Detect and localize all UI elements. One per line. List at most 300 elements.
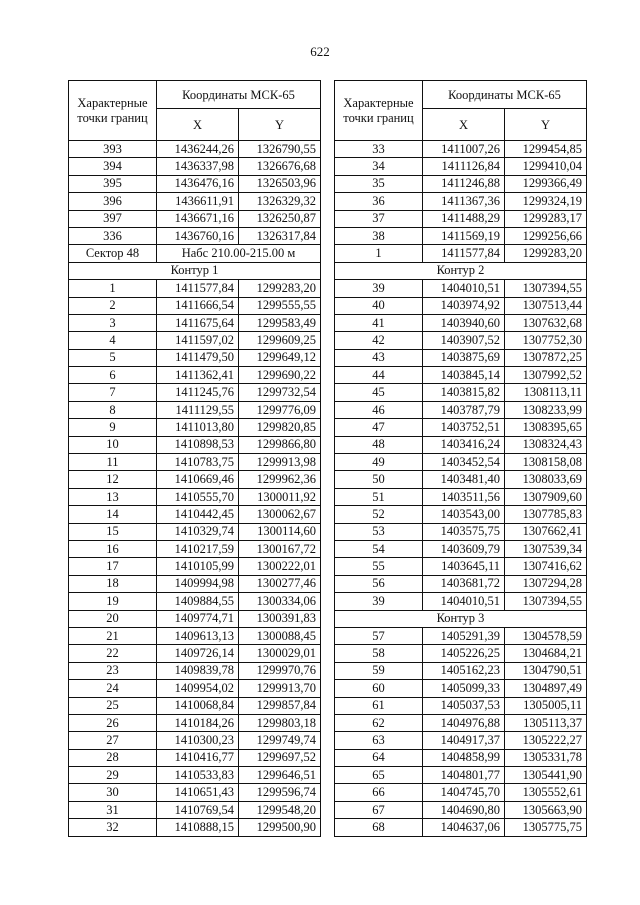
y-cell: 1305775,75 [505,819,587,836]
y-cell: 1308395,65 [505,419,587,436]
x-cell: 1411488,29 [423,210,505,227]
x-cell: 1410783,75 [157,454,239,471]
x-cell: 1411577,84 [157,280,239,297]
point-cell: 43 [335,349,423,366]
table-row [335,558,587,575]
x-cell: 1411675,64 [157,314,239,331]
point-cell: 27 [69,732,157,749]
x-cell: 1404976,88 [423,714,505,731]
table-row [335,714,587,731]
table-row [335,593,587,610]
x-cell: 1403452,54 [423,454,505,471]
point-cell: 56 [335,575,423,592]
point-cell: 67 [335,801,423,818]
point-cell: 13 [69,488,157,505]
y-cell: 1308324,43 [505,436,587,453]
table-row [335,697,587,714]
point-cell: 23 [69,662,157,679]
x-cell: 1411666,54 [157,297,239,314]
point-cell: 2 [69,297,157,314]
point-cell: 394 [69,158,157,175]
x-cell: 1403845,14 [423,367,505,384]
y-cell: 1299820,85 [239,419,321,436]
x-cell: 1409774,71 [157,610,239,627]
x-cell: 1404010,51 [423,593,505,610]
y-cell: 1307909,60 [505,488,587,505]
y-cell: 1299776,09 [239,401,321,418]
y-cell: 1300167,72 [239,540,321,557]
x-cell: 1405291,39 [423,627,505,644]
point-cell: 41 [335,314,423,331]
y-cell: 1304897,49 [505,680,587,697]
y-cell: 1307752,30 [505,332,587,349]
x-cell: 1403543,00 [423,506,505,523]
y-cell: 1307394,55 [505,280,587,297]
y-cell: 1305441,90 [505,767,587,784]
table-row [69,558,321,575]
x-cell: 1409726,14 [157,645,239,662]
point-cell: 34 [335,158,423,175]
x-cell: 1411246,88 [423,175,505,192]
y-cell: 1299732,54 [239,384,321,401]
point-cell: 14 [69,506,157,523]
table-row [335,645,587,662]
table-row [335,506,587,523]
table-row [69,401,321,418]
x-cell: 1411367,36 [423,193,505,210]
y-cell: 1307785,83 [505,506,587,523]
table-row [335,436,587,453]
x-cell: 1403645,11 [423,558,505,575]
y-cell: 1299690,22 [239,367,321,384]
x-cell: 1410651,43 [157,784,239,801]
point-cell: 35 [335,175,423,192]
page-number: 622 [310,44,330,59]
table-row [69,610,321,627]
x-cell: 1403815,82 [423,384,505,401]
table-row [335,819,587,836]
table-row [335,662,587,679]
point-cell: 58 [335,645,423,662]
x-cell: 1404858,99 [423,749,505,766]
table-row [69,784,321,801]
y-cell: 1304790,51 [505,662,587,679]
point-cell: 39 [335,593,423,610]
y-cell: 1308033,69 [505,471,587,488]
y-cell: 1305331,78 [505,749,587,766]
table-row [69,210,321,227]
table-row [335,210,587,227]
x-cell: 1403511,56 [423,488,505,505]
table-row [69,714,321,731]
y-cell: 1305113,37 [505,714,587,731]
point-cell: 45 [335,384,423,401]
x-cell: 1404690,80 [423,801,505,818]
x-cell: 1410105,99 [157,558,239,575]
y-cell: 1299609,25 [239,332,321,349]
table-row [69,627,321,644]
y-cell: 1299970,76 [239,662,321,679]
table-row [335,540,587,557]
y-cell: 1299454,85 [505,141,587,158]
y-cell: 1299366,49 [505,175,587,192]
point-cell: 5 [69,349,157,366]
section-row [69,262,321,279]
point-cell: 15 [69,523,157,540]
y-cell: 1299596,74 [239,784,321,801]
y-cell: 1299555,55 [239,297,321,314]
y-cell: 1299803,18 [239,714,321,731]
table-row [69,593,321,610]
point-cell: 336 [69,227,157,244]
point-cell: 50 [335,471,423,488]
point-cell: 36 [335,193,423,210]
y-cell: 1300334,06 [239,593,321,610]
x-cell: 1411129,55 [157,401,239,418]
x-cell: 1411013,80 [157,419,239,436]
y-cell: 1299866,80 [239,436,321,453]
y-cell: 1300277,46 [239,575,321,592]
header-coordinates: Координаты МСК-65 [423,81,587,109]
point-cell: 28 [69,749,157,766]
y-cell: 1305552,61 [505,784,587,801]
x-cell: 1405162,23 [423,662,505,679]
table-row [69,697,321,714]
table-body-left [69,141,321,837]
x-cell: 1404637,06 [423,819,505,836]
header-coordinates: Координаты МСК-65 [157,81,321,109]
section-row [335,610,587,627]
x-cell: 1404801,77 [423,767,505,784]
point-cell: 64 [335,749,423,766]
table-row [335,488,587,505]
table-row [335,749,587,766]
table-row [69,175,321,192]
x-cell: 1404917,37 [423,732,505,749]
table-row [335,332,587,349]
y-cell: 1305663,90 [505,801,587,818]
y-cell: 1299857,84 [239,697,321,714]
x-cell: 1403481,40 [423,471,505,488]
point-cell: 25 [69,697,157,714]
point-cell: 9 [69,419,157,436]
table-row [69,280,321,297]
x-cell: 1410769,54 [157,801,239,818]
point-cell: 52 [335,506,423,523]
table-row [69,332,321,349]
coordinates-table-left [68,80,321,837]
point-cell: 54 [335,540,423,557]
y-cell: 1299962,36 [239,471,321,488]
header-y: Y [239,109,321,141]
y-cell: 1299500,90 [239,819,321,836]
point-cell: 22 [69,645,157,662]
y-cell: 1299256,66 [505,227,587,244]
point-cell: 26 [69,714,157,731]
sector-elevation: Набс 210.00-215.00 м [157,245,321,262]
point-cell: 24 [69,680,157,697]
point-cell: 1 [69,280,157,297]
table-row [69,645,321,662]
header-x: X [157,109,239,141]
point-cell: 48 [335,436,423,453]
x-cell: 1403575,75 [423,523,505,540]
x-cell: 1403752,51 [423,419,505,436]
table-row [69,540,321,557]
table-row [335,193,587,210]
x-cell: 1410533,83 [157,767,239,784]
point-cell: 66 [335,784,423,801]
point-cell: 8 [69,401,157,418]
table-row [335,471,587,488]
table-row [69,819,321,836]
point-cell: 30 [69,784,157,801]
point-cell: 42 [335,332,423,349]
header-y: Y [505,109,587,141]
point-cell: 19 [69,593,157,610]
y-cell: 1326503,96 [239,175,321,192]
y-cell: 1307632,68 [505,314,587,331]
header-x: X [423,109,505,141]
x-cell: 1411245,76 [157,384,239,401]
sector-row [69,245,321,262]
x-cell: 1436611,91 [157,193,239,210]
x-cell: 1410217,59 [157,540,239,557]
y-cell: 1307394,55 [505,593,587,610]
table-row [69,454,321,471]
y-cell: 1307513,44 [505,297,587,314]
y-cell: 1299646,51 [239,767,321,784]
table-row [69,801,321,818]
table-row [335,419,587,436]
table-row [69,523,321,540]
x-cell: 1411126,84 [423,158,505,175]
point-cell: 397 [69,210,157,227]
point-cell: 39 [335,280,423,297]
point-cell: 10 [69,436,157,453]
table-row [69,575,321,592]
table-row [335,227,587,244]
table-row [335,732,587,749]
point-cell: 3 [69,314,157,331]
point-cell: 62 [335,714,423,731]
x-cell: 1403940,60 [423,314,505,331]
point-cell: 31 [69,801,157,818]
table-body-right [335,141,587,837]
y-cell: 1307294,28 [505,575,587,592]
y-cell: 1299913,98 [239,454,321,471]
table-row [69,141,321,158]
y-cell: 1326329,32 [239,193,321,210]
y-cell: 1308113,11 [505,384,587,401]
x-cell: 1410068,84 [157,697,239,714]
y-cell: 1299913,70 [239,680,321,697]
y-cell: 1307992,52 [505,367,587,384]
point-cell: 29 [69,767,157,784]
y-cell: 1307416,62 [505,558,587,575]
table-row [335,245,587,262]
x-cell: 1411577,84 [423,245,505,262]
point-cell: 61 [335,697,423,714]
x-cell: 1405037,53 [423,697,505,714]
x-cell: 1403416,24 [423,436,505,453]
point-cell: 396 [69,193,157,210]
x-cell: 1410888,15 [157,819,239,836]
point-cell: 65 [335,767,423,784]
x-cell: 1409839,78 [157,662,239,679]
y-cell: 1299749,74 [239,732,321,749]
point-cell: 7 [69,384,157,401]
point-cell: 21 [69,627,157,644]
x-cell: 1411597,02 [157,332,239,349]
point-cell: 63 [335,732,423,749]
table-row [69,367,321,384]
y-cell: 1305005,11 [505,697,587,714]
point-cell: 20 [69,610,157,627]
table-row [335,175,587,192]
table-row [69,662,321,679]
table-row [335,627,587,644]
x-cell: 1409884,55 [157,593,239,610]
x-cell: 1410555,70 [157,488,239,505]
x-cell: 1411007,26 [423,141,505,158]
table-row [69,680,321,697]
point-cell: 17 [69,558,157,575]
y-cell: 1299583,49 [239,314,321,331]
point-cell: 1 [335,245,423,262]
header-points: Характерные точки границ [69,81,157,141]
y-cell: 1307662,41 [505,523,587,540]
x-cell: 1405099,33 [423,680,505,697]
x-cell: 1410300,23 [157,732,239,749]
section-row [335,262,587,279]
x-cell: 1410669,46 [157,471,239,488]
x-cell: 1411362,41 [157,367,239,384]
table-row [69,297,321,314]
table-row [69,732,321,749]
point-cell: 12 [69,471,157,488]
x-cell: 1403609,79 [423,540,505,557]
x-cell: 1403681,72 [423,575,505,592]
x-cell: 1409613,13 [157,627,239,644]
y-cell: 1299649,12 [239,349,321,366]
y-cell: 1308233,99 [505,401,587,418]
table-row [335,801,587,818]
x-cell: 1410184,26 [157,714,239,731]
point-cell: 11 [69,454,157,471]
section-title: Контур 2 [335,262,587,279]
point-cell: 53 [335,523,423,540]
table-row [335,141,587,158]
table-row [335,280,587,297]
y-cell: 1299410,04 [505,158,587,175]
y-cell: 1307539,34 [505,540,587,557]
table-row [335,158,587,175]
point-cell: 18 [69,575,157,592]
y-cell: 1299697,52 [239,749,321,766]
point-cell: 57 [335,627,423,644]
point-cell: 51 [335,488,423,505]
x-cell: 1436337,98 [157,158,239,175]
x-cell: 1411479,50 [157,349,239,366]
y-cell: 1308158,08 [505,454,587,471]
y-cell: 1299548,20 [239,801,321,818]
point-cell: 68 [335,819,423,836]
table-row [69,193,321,210]
y-cell: 1299283,20 [239,280,321,297]
x-cell: 1410329,74 [157,523,239,540]
y-cell: 1299324,19 [505,193,587,210]
table-row [335,575,587,592]
point-cell: 47 [335,419,423,436]
y-cell: 1326790,55 [239,141,321,158]
point-cell: 46 [335,401,423,418]
y-cell: 1326676,68 [239,158,321,175]
section-title: Контур 3 [335,610,587,627]
y-cell: 1304684,21 [505,645,587,662]
point-cell: 4 [69,332,157,349]
point-cell: 6 [69,367,157,384]
y-cell: 1300222,01 [239,558,321,575]
x-cell: 1403875,69 [423,349,505,366]
table-row [69,314,321,331]
table-row [335,784,587,801]
point-cell: 395 [69,175,157,192]
x-cell: 1409994,98 [157,575,239,592]
y-cell: 1326250,87 [239,210,321,227]
table-row [335,454,587,471]
coordinates-table-right [334,80,587,837]
table-row [69,767,321,784]
x-cell: 1436244,26 [157,141,239,158]
point-cell: 16 [69,540,157,557]
x-cell: 1411569,19 [423,227,505,244]
table-row [69,158,321,175]
table-row [69,749,321,766]
y-cell: 1307872,25 [505,349,587,366]
table-row [69,436,321,453]
x-cell: 1436760,16 [157,227,239,244]
table-row [335,401,587,418]
point-cell: 37 [335,210,423,227]
point-cell: 60 [335,680,423,697]
table-row [335,367,587,384]
table-row [69,227,321,244]
y-cell: 1305222,27 [505,732,587,749]
table-row [335,384,587,401]
y-cell: 1300011,92 [239,488,321,505]
x-cell: 1409954,02 [157,680,239,697]
x-cell: 1410898,53 [157,436,239,453]
table-row [335,680,587,697]
point-cell: 32 [69,819,157,836]
x-cell: 1405226,25 [423,645,505,662]
sector-label: Сектор 48 [69,245,157,262]
y-cell: 1304578,59 [505,627,587,644]
table-row [69,471,321,488]
x-cell: 1403974,92 [423,297,505,314]
table-row [335,314,587,331]
point-cell: 40 [335,297,423,314]
x-cell: 1410442,45 [157,506,239,523]
x-cell: 1436671,16 [157,210,239,227]
x-cell: 1403787,79 [423,401,505,418]
y-cell: 1300391,83 [239,610,321,627]
table-row [69,488,321,505]
y-cell: 1300088,45 [239,627,321,644]
section-title: Контур 1 [69,262,321,279]
header-points: Характерные точки границ [335,81,423,141]
